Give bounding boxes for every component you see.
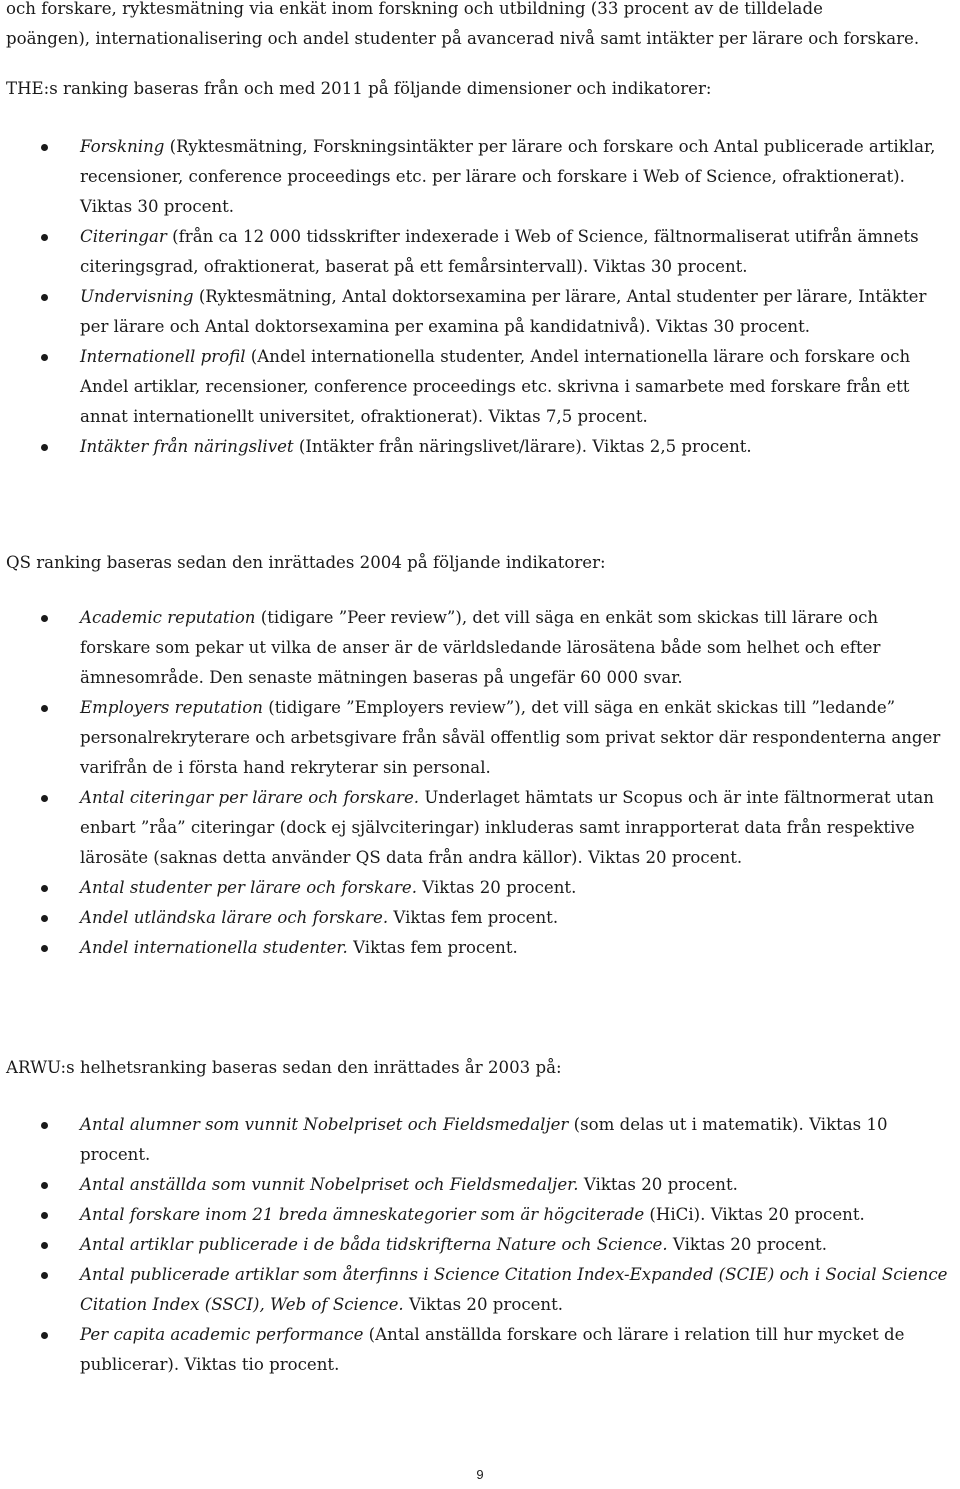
indicator-description: (tidigare ”Peer review”), det vill säga en enkät som skickas till lärare och forskare som pekar ut vilka de anser är de världsledande lärosätena både som helhet och efter ämnesområde. Den senaste mätningen baseras på ungefär 60 000 svar. <box>80 608 881 687</box>
indicator-name: Citeringar <box>80 227 167 246</box>
list-item <box>0 783 950 873</box>
indicator-description: (Ryktesmätning, Forskningsintäkter per lärare och forskare och Antal publicerade artiklar, recensioner, conference proceedings etc. per lärare och forskare i Web of Science, ofraktionerat). Viktas 30 procent. <box>80 137 936 216</box>
list-item <box>0 873 950 903</box>
qs-indicator-list <box>0 603 950 963</box>
list-item <box>0 432 950 462</box>
list-item <box>0 222 950 282</box>
indicator-description: Viktas 20 procent. <box>403 1295 564 1314</box>
indicator-description: (Andel internationella studenter, Andel internationella lärare och forskare och Andel artiklar, recensioner, conference proceedings etc. skrivna i samarbete med forskare från ett annat internationellt universitet, ofraktionerat). Viktas 7,5 procent. <box>80 347 911 426</box>
indicator-name: Undervisning <box>80 287 194 306</box>
indicator-description: Viktas fem procent. <box>388 908 559 927</box>
indicator-description: Viktas fem procent. <box>347 938 518 957</box>
indicator-description: (HiCi). Viktas 20 procent. <box>644 1205 865 1224</box>
indicator-name: Antal citeringar per lärare och forskare. <box>80 788 420 807</box>
indicator-description: (som delas ut i matematik). Viktas 10 procent. <box>80 1115 888 1164</box>
indicator-name: Employers reputation <box>80 698 263 717</box>
indicator-name: Antal alumner som vunnit Nobelpriset och Fieldsmedaljer <box>80 1115 569 1134</box>
indicator-name: Intäkter från näringslivet <box>80 437 294 456</box>
indicator-name: Andel utländska lärare och forskare. <box>80 908 389 927</box>
indicator-description: (Antal anställda forskare och lärare i relation till hur mycket de publicerar). Viktas tio procent. <box>80 1325 905 1374</box>
indicator-description: Viktas 20 procent. <box>667 1235 827 1254</box>
page-number: 9 <box>476 1467 484 1482</box>
the-heading: THE:s ranking baseras från och med 2011 på följande dimensioner och indikatorer: <box>6 79 712 98</box>
list-item <box>0 1230 950 1260</box>
indicator-name: Per capita academic performance <box>80 1325 364 1344</box>
indicator-name: Antal forskare inom 21 breda ämneskategorier som är högciterade <box>80 1205 645 1224</box>
intro-line-2: poängen), internationalisering och andel studenter på avancerad nivå samt intäkter per lärare och forskare. <box>6 29 920 48</box>
arwu-indicator-list <box>0 1110 950 1380</box>
list-item <box>0 603 950 693</box>
list-item <box>0 933 950 963</box>
indicator-description: Viktas 20 procent. <box>578 1175 738 1194</box>
indicator-description: (tidigare ”Employers review”), det vill säga en enkät skickas till ”ledande” personalrekryterare och arbetsgivare från såväl offentlig som privat sektor där respondenterna anger varifrån de i första hand rekryterar sin personal. <box>80 698 941 777</box>
list-item <box>0 132 950 222</box>
list-item <box>0 693 950 783</box>
intro-paragraph <box>6 0 954 54</box>
indicator-description: (Intäkter från näringslivet/lärare). Viktas 2,5 procent. <box>293 437 752 456</box>
list-item <box>0 282 950 342</box>
arwu-heading: ARWU:s helhetsranking baseras sedan den inrättades år 2003 på: <box>6 1058 562 1077</box>
indicator-description: Underlaget hämtats ur Scopus och är inte fältnormerat utan enbart ”råa” citeringar (dock ej självciteringar) inkluderas samt inrapporterat data från respektive lärosäte (saknas detta använder QS data från andra källor). Viktas 20 procent. <box>80 788 934 867</box>
list-item <box>0 1260 950 1320</box>
indicator-name: Antal studenter per lärare och forskare. <box>80 878 418 897</box>
indicator-name: Academic reputation <box>80 608 256 627</box>
indicator-name: Antal publicerade artiklar som återfinns i Science Citation Index-Expanded (SCIE) och i Social Science Citation Index (SSCI), Web of Science. <box>80 1265 948 1314</box>
indicator-name: Antal artiklar publicerade i de båda tidskrifterna Nature och Science. <box>80 1235 668 1254</box>
list-item <box>0 903 950 933</box>
list-item <box>0 1320 950 1380</box>
list-item <box>0 1110 950 1170</box>
indicator-description: (från ca 12 000 tidsskrifter indexerade i Web of Science, fältnormaliserat utifrån ämnets citeringsgrad, ofraktionerat, baserat på ett femårsintervall). Viktas 30 procent. <box>80 227 919 276</box>
indicator-name: Forskning <box>80 137 165 156</box>
list-item <box>0 1170 950 1200</box>
indicator-name: Andel internationella studenter. <box>80 938 348 957</box>
indicator-name: Internationell profil <box>80 347 246 366</box>
list-item <box>0 1200 950 1230</box>
indicator-name: Antal anställda som vunnit Nobelpriset och Fieldsmedaljer. <box>80 1175 579 1194</box>
the-indicator-list <box>0 132 950 462</box>
qs-heading: QS ranking baseras sedan den inrättades 2004 på följande indikatorer: <box>6 553 606 572</box>
list-item <box>0 342 950 432</box>
intro-line-1: och forskare, ryktesmätning via enkät inom forskning och utbildning (33 procent av de tilldelade <box>6 0 823 18</box>
indicator-description: Viktas 20 procent. <box>417 878 577 897</box>
indicator-description: (Ryktesmätning, Antal doktorsexamina per lärare, Antal studenter per lärare, Intäkter per lärare och Antal doktorsexamina per examina på kandidatnivå). Viktas 30 procent. <box>80 287 927 336</box>
